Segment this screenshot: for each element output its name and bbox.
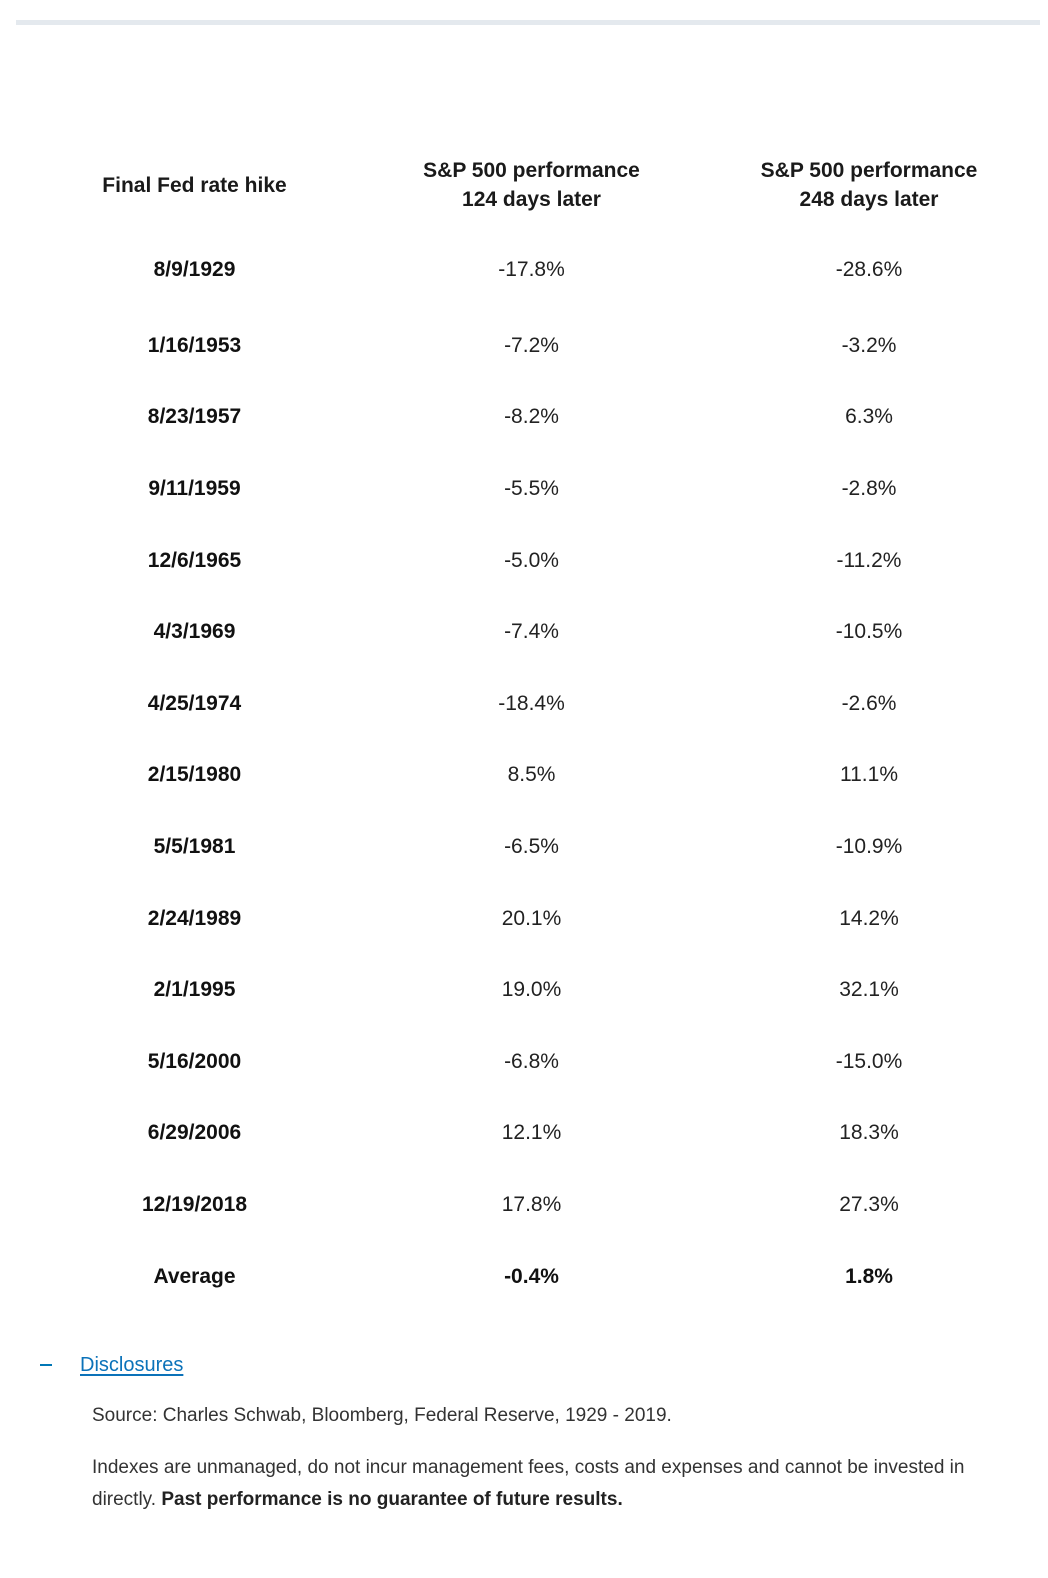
table-row [26, 740, 1038, 812]
disclosures-toggle[interactable] [40, 1350, 1020, 1380]
row-248-day-return: -10.9% [835, 834, 903, 858]
row-248-day-return: 27.3% [839, 1192, 899, 1216]
table-row [26, 596, 1038, 668]
row-124-day-return: 12.1% [501, 1121, 562, 1145]
table-row [26, 382, 1038, 454]
row-248-day-return: -3.2% [841, 333, 897, 357]
disclosure-source: Source: Charles Schwab, Bloomberg, Federal Reserve, 1929 - 2019. [92, 1405, 672, 1426]
row-248-day-return: -28.6% [835, 258, 903, 281]
row-124-day-return: 8.5% [507, 763, 556, 787]
top-divider [16, 20, 1040, 25]
average-124-day-return: -0.4% [504, 1264, 559, 1288]
table-row [26, 525, 1038, 597]
row-248-day-return: 14.2% [839, 906, 899, 930]
header-final-fed-rate-hike: Final Fed rate hike [102, 173, 287, 197]
table-row [26, 883, 1038, 955]
row-248-day-return: -10.5% [835, 620, 903, 644]
row-date: 4/3/1969 [153, 620, 236, 644]
header-248-days-later: S&P 500 performance 248 days later [760, 159, 978, 211]
header-124-days-later: S&P 500 performance 124 days later [423, 159, 640, 211]
row-date: 5/5/1981 [153, 834, 236, 858]
table-row [26, 1098, 1038, 1170]
row-248-day-return: 18.3% [839, 1121, 899, 1145]
row-248-day-return: 6.3% [845, 405, 893, 429]
row-date: 8/9/1929 [153, 258, 236, 281]
row-date: 12/6/1965 [147, 548, 242, 572]
disclosure-note-text: Indexes are unmanaged, do not incur management fees, costs and expenses and cannot be invested in directly. [92, 1457, 965, 1510]
row-date: 2/1/1995 [153, 978, 236, 1002]
row-date: 5/16/2000 [147, 1049, 242, 1073]
table-row [26, 310, 1038, 382]
table-row [26, 954, 1038, 1026]
row-248-day-return: -2.6% [841, 691, 897, 715]
row-124-day-return: 17.8% [501, 1192, 562, 1216]
row-124-day-return: 19.0% [501, 978, 562, 1002]
minus-icon[interactable] [40, 1364, 52, 1366]
disclosures-section [40, 1350, 1020, 1516]
table-row [26, 453, 1038, 525]
table-row [26, 668, 1038, 740]
row-124-day-return: -18.4% [498, 691, 565, 715]
disclosure-note [92, 1452, 1012, 1516]
row-date: 8/23/1957 [147, 405, 242, 429]
row-248-day-return: -15.0% [835, 1049, 903, 1073]
row-date: 6/29/2006 [147, 1121, 242, 1145]
average-248-day-return: 1.8% [845, 1264, 893, 1288]
row-248-day-return: -11.2% [836, 548, 902, 572]
row-date: 9/11/1959 [148, 476, 241, 500]
row-124-day-return: -5.5% [504, 476, 559, 500]
row-date: 2/24/1989 [147, 906, 242, 930]
average-label: Average [153, 1264, 236, 1288]
row-124-day-return: -7.4% [504, 620, 559, 644]
row-124-day-return: -5.0% [504, 548, 559, 572]
row-date: 12/19/2018 [141, 1192, 248, 1216]
row-124-day-return: -8.2% [504, 405, 559, 429]
table-header-row [26, 140, 1038, 230]
row-248-day-return: -2.8% [841, 476, 897, 500]
row-124-day-return: -7.2% [504, 333, 559, 357]
average-row [26, 1241, 1038, 1313]
row-124-day-return: -6.8% [504, 1049, 559, 1073]
row-124-day-return: 20.1% [501, 906, 562, 930]
disclosure-note-bold: Past performance is no guarantee of future results. [161, 1489, 623, 1510]
row-date: 4/25/1974 [147, 691, 242, 715]
row-248-day-return: 11.1% [840, 763, 898, 787]
table-row [26, 1169, 1038, 1241]
row-248-day-return: 32.1% [839, 978, 899, 1002]
row-date: 2/15/1980 [147, 763, 242, 787]
table-row [26, 230, 1038, 310]
row-date: 1/16/1953 [147, 333, 242, 357]
fed-hike-performance-table [26, 140, 1038, 1312]
disclosures-link[interactable]: Disclosures [80, 1353, 184, 1376]
table-row [26, 811, 1038, 883]
table-row [26, 1026, 1038, 1098]
row-124-day-return: -17.8% [498, 258, 565, 281]
row-124-day-return: -6.5% [504, 834, 559, 858]
